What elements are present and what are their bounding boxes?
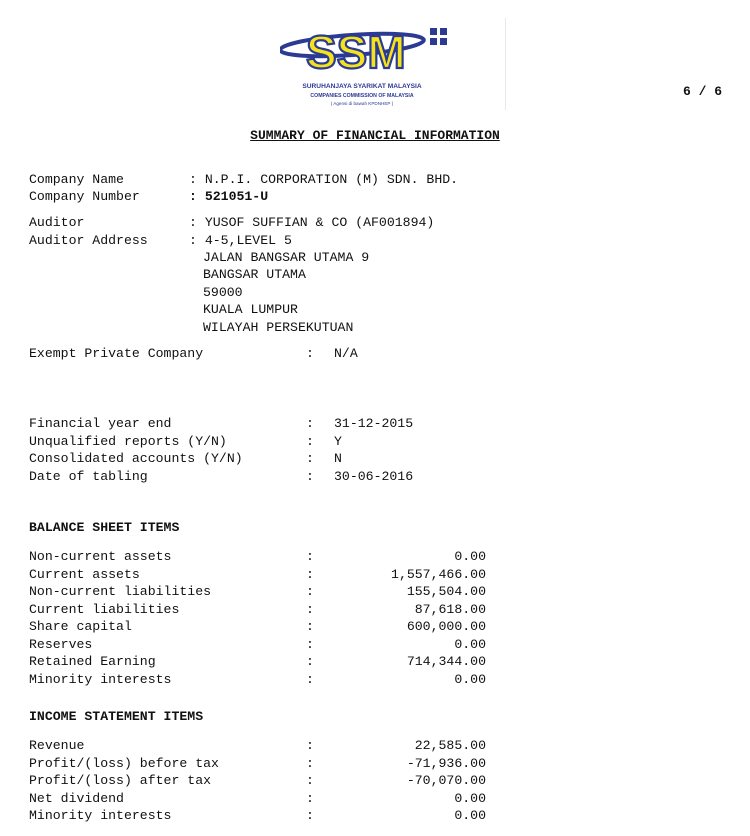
income-row-value: -71,936.00	[406, 755, 486, 771]
balance-row-value: 714,344.00	[406, 654, 486, 669]
balance-row-value: 87,618.00	[414, 601, 486, 617]
colon: :	[306, 601, 314, 617]
balance-row-label: Current assets	[29, 566, 140, 582]
balance-row-label: Reserves	[29, 636, 93, 652]
auditor-value: : YUSOF SUFFIAN & CO (AF001894)	[189, 215, 435, 230]
address-line: JALAN BANGSAR UTAMA 9	[203, 250, 370, 265]
financial-row-label: Consolidated accounts (Y/N)	[29, 451, 243, 466]
colon: :	[306, 808, 314, 823]
financial-row-value: Y	[334, 433, 342, 449]
balance-row-value: 600,000.00	[406, 619, 486, 634]
balance-row-label: Current liabilities	[29, 601, 180, 617]
exempt-value: N/A	[334, 346, 358, 361]
financial-row-label: Date of tabling	[29, 468, 148, 484]
exempt-label: Exempt Private Company	[29, 346, 204, 361]
income-row-value: 22,585.00	[414, 738, 486, 753]
colon: :	[306, 584, 314, 599]
colon: :	[306, 738, 314, 753]
colon: :	[306, 433, 314, 449]
header-divider	[505, 18, 506, 110]
balance-row-label: Non-current assets	[29, 549, 172, 564]
balance-row-label: Non-current liabilities	[29, 584, 212, 599]
address-line: KUALA LUMPUR	[203, 302, 298, 317]
auditor-address-label: Auditor Address	[29, 233, 148, 248]
colon: :	[306, 451, 314, 466]
income-row-value: 0.00	[454, 808, 486, 823]
financial-row-label: Unqualified reports (Y/N)	[29, 433, 227, 449]
income-row-label: Profit/(loss) after tax	[29, 773, 212, 788]
balance-row-value: 0.00	[454, 636, 486, 652]
income-row-label: Profit/(loss) before tax	[29, 755, 219, 771]
income-row-value: 0.00	[454, 790, 486, 806]
income-row-label: Net dividend	[29, 790, 124, 806]
income-row-value: -70,070.00	[406, 773, 486, 788]
colon: :	[306, 566, 314, 582]
document-title: SUMMARY OF FINANCIAL INFORMATION	[250, 128, 500, 143]
address-line: WILAYAH PERSEKUTUAN	[203, 320, 354, 335]
balance-row-label: Minority interests	[29, 671, 172, 687]
income-row-label: Minority interests	[29, 808, 172, 823]
colon: :	[306, 773, 314, 788]
balance-row-value: 0.00	[454, 549, 486, 564]
income-row-label: Revenue	[29, 738, 85, 753]
address-line: : 4-5,LEVEL 5	[189, 233, 292, 248]
agency-note: ( Agensi di bawah KPDNHEP )	[330, 101, 394, 106]
financial-row-value: N	[334, 451, 342, 466]
company-number-value: : 521051-U	[189, 189, 269, 204]
company-name-value: : N.P.I. CORPORATION (M) SDN. BHD.	[189, 172, 459, 187]
colon: :	[306, 619, 314, 634]
colon: :	[306, 755, 314, 771]
colon: :	[306, 468, 314, 484]
company-name-label: Company Name	[29, 172, 124, 187]
auditor-label: Auditor	[29, 215, 85, 230]
balance-row-label: Retained Earning	[29, 654, 156, 669]
balance-row-value: 0.00	[454, 671, 486, 687]
financial-row-value: 30-06-2016	[334, 468, 414, 484]
ssm-logo	[280, 18, 460, 110]
colon: :	[306, 654, 314, 669]
colon: :	[306, 416, 314, 431]
logo-wordmark: SSM	[306, 26, 406, 78]
colon: :	[306, 346, 314, 361]
balance-row-value: 1,557,466.00	[391, 566, 486, 582]
agency-name-en: COMPANIES COMMISSION OF MALAYSIA	[310, 93, 414, 99]
company-number-label: Company Number	[29, 189, 140, 204]
colon: :	[306, 636, 314, 652]
income-statement-heading: INCOME STATEMENT ITEMS	[29, 709, 204, 724]
colon: :	[306, 549, 314, 564]
financial-row-label: Financial year end	[29, 416, 172, 431]
page-number: 6 / 6	[683, 84, 723, 99]
balance-sheet-heading: BALANCE SHEET ITEMS	[29, 520, 180, 535]
agency-name: SURUHANJAYA SYARIKAT MALAYSIA	[302, 83, 422, 90]
financial-row-value: 31-12-2015	[334, 416, 414, 431]
balance-row-value: 155,504.00	[406, 584, 486, 599]
colon: :	[306, 790, 314, 806]
colon: :	[306, 671, 314, 687]
balance-row-label: Share capital	[29, 619, 132, 634]
address-line: BANGSAR UTAMA	[203, 267, 306, 282]
address-line: 59000	[203, 285, 243, 300]
